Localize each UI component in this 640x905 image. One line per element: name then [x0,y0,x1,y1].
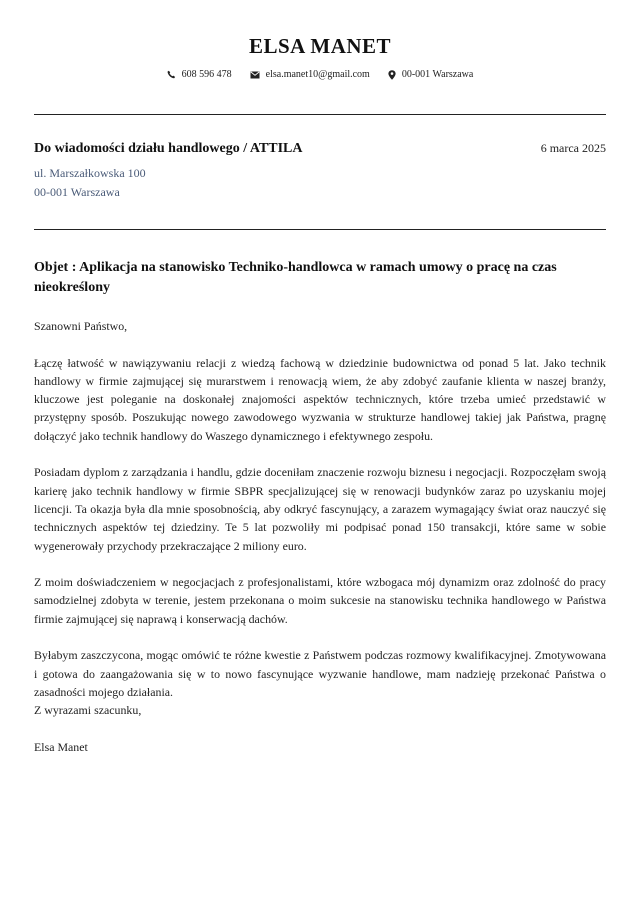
phone-number: 608 596 478 [181,69,232,80]
phone-icon [167,70,176,79]
paragraph-4: Byłabym zaszczycona, mogąc omówić te różne kwestie z Państwem podczas rozmowy kwalifikacyjnej. Zmotywowana i gotowa do zaangażowania się w to nowo fascynujące wyzwanie handlowe, mam nadzieję przekonać Państwa o zasadności mojego działania. [34,648,606,699]
email-address: elsa.manet10@gmail.com [265,69,370,80]
letter-body [34,317,606,756]
divider-middle [34,229,606,230]
paragraph-2: Posiadam dyplom z zarządzania i handlu, gdzie doceniłam znaczenie rozwoju biznesu i negocjacji. Rozpoczęłam swoją karierę jako technik handlowy w firmie SBPR specjalizującej się w renowacji budynków zaraz po uzyskaniu mojej licencji. Ta okazja była dla mnie sposobnością, aby odkryć fascynujący, a zarazem wymagający świat oraz nauczyć się technicznych aspektów tej dziedziny. Te 5 lat pozwoliły mi podpisać ponad 150 transakcji, które same w sobie wygenerowały przychody przekraczające 2 miliony euro. [34,465,606,553]
mail-icon [250,71,260,79]
salutation: Szanowni Państwo, [34,319,128,333]
recipient-address-street: ul. Marszałkowska 100 [34,166,146,180]
recipient-address-city: 00-001 Warszawa [34,185,120,199]
closing: Z wyrazami szacunku, [34,703,142,718]
letter-subject: Objet : Aplikacja na stanowisko Techniko-handlowca w ramach umowy o pracę na czas nieokreślony [34,260,557,295]
contact-bar [0,69,640,80]
contact-phone [167,69,232,80]
applicant-name: ELSA MANET [248,34,392,58]
letter-date: 6 marca 2025 [540,141,606,155]
paragraph-1: Łączę łatwość w nawiązywaniu relacji z wiedzą fachową w dziedzinie budownictwa od ponad 5 lat. Jako technik handlowy w firmie zajmującej się murarstwem i renowacją wiem, że aby zdobyć zaufanie klienta w naszej branży, kluczowe jest poleganie na doskonałej znajomości aspektów technicznych, które trzeba umieć przedstawić w przystępny sposób. Poszukując nowego zawodowego wyzwania w strukturze handlowej takiej jak Państwa, pragnę dołączyć jako technik handlowy do Waszego dynamicznego i efektywnego zespołu. [34,355,606,443]
contact-email [250,69,370,80]
signature: Elsa Manet [34,739,88,754]
paragraph-3: Z moim doświadczeniem w negocjacjach z profesjonalistami, które wzbogaca mój dynamizm oraz zdolność do pracy samodzielnej zdobyta w terenie, jestem przekonana o moim sukcesie na stanowisku technika handlowego w Państwa firmie zajmującej się naprawą i konserwacją dachów. [34,575,606,626]
location-pin-icon [388,70,396,80]
divider-top [34,114,606,115]
recipient-line: Do wiadomości działu handlowego / ATTILA [34,141,303,156]
contact-location [388,69,473,80]
location-text: 00-001 Warszawa [401,69,474,80]
